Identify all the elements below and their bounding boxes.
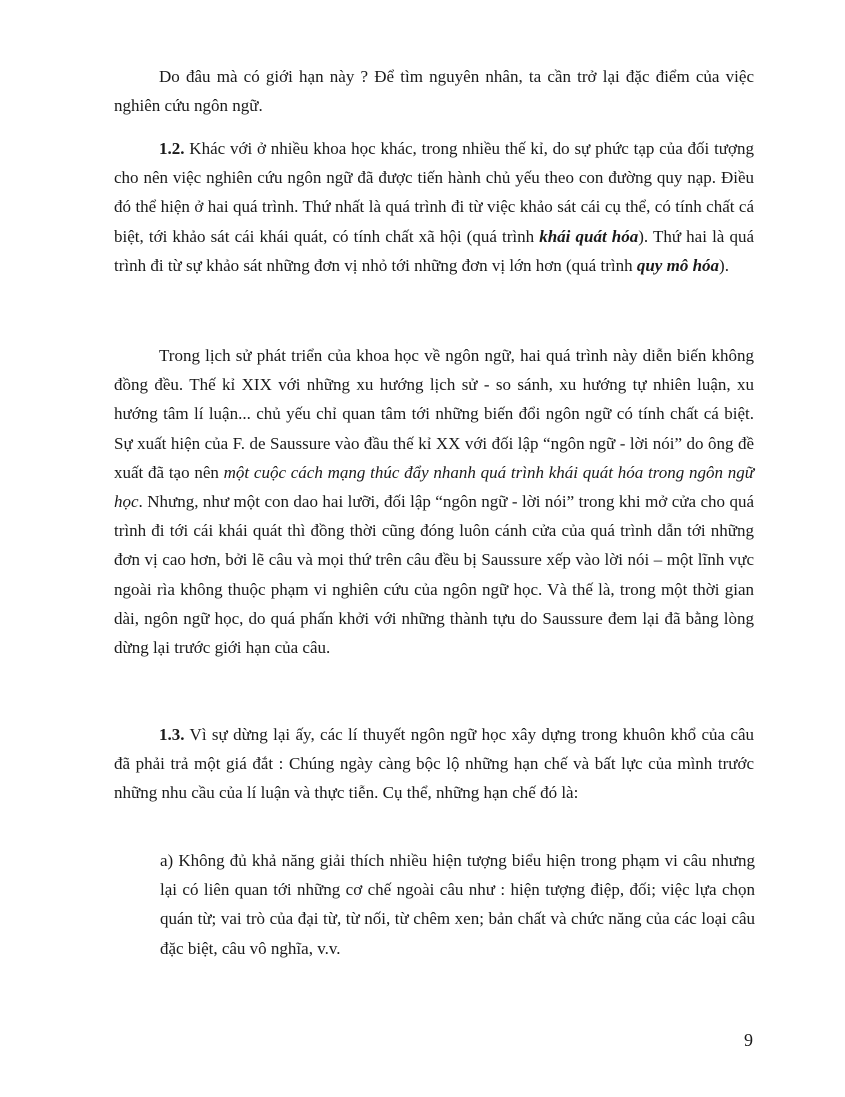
list-item-a (160, 846, 755, 963)
paragraph-history (114, 341, 754, 662)
paragraph-intro-text: Do đâu mà có giới hạn này ? Để tìm nguyên nhân, ta cần trở lại đặc điểm của việc nghiên cứu ngôn ngữ. (114, 67, 754, 116)
paragraph-text: Trong lịch sử phát triển của khoa học về ngôn ngữ, hai quá trình này diễn biến không đồng đều. Thế kỉ XIX với những xu hướng lịch sử - so sánh, xu hướng tự nhiên luận, xu hướng tâm lí luận... chủ yếu chỉ quan tâm tới những biến đổi ngôn ngữ có tính chất cá biệt. Sự xuất hiện của F. de Saussure vào đầu thế kỉ XX với đối lập “ngôn ngữ - lời nói” do ông đề xuất đã tạo nên (114, 346, 754, 482)
emphasis-term: khái quát hóa (539, 226, 639, 246)
list-item-text: a) Không đủ khả năng giải thích nhiều hiện tượng biểu hiện trong phạm vi câu nhưng lại có liên quan tới những cơ chế ngoài câu như : hiện tượng điệp, đối; việc lựa chọn quán từ; vai trò của đại từ, từ nối, từ chêm xen; bản chất và chức năng của các loại câu đặc biệt, câu vô nghĩa, v.v. (160, 851, 755, 958)
paragraph-intro (114, 62, 754, 120)
section-number: 1.3. (159, 725, 185, 744)
paragraph-text: ). Thứ hai là quá trình đi từ sự khảo sát những đơn vị nhỏ tới những đơn vị lớn hơn (quá trình (114, 226, 754, 275)
paragraph-text: . Nhưng, như một con dao hai lưỡi, đối lập “ngôn ngữ - lời nói” trong khi mở cửa cho quá trình đi tới cái khái quát thì đồng thời cũng đóng luôn cánh cửa của quá trình dẫn tới những đơn vị cao hơn, bởi lẽ câu và mọi thứ trên câu đều bị Saussure xếp vào lời nói – một lĩnh vực ngoài rìa không thuộc phạm vi nghiên cứu của ngôn ngữ học. Và thế là, trong một thời gian dài, ngôn ngữ học, do quá phấn khởi với những thành tựu do Saussure đem lại đã bằng lòng dừng lại trước giới hạn của câu. (114, 492, 754, 658)
paragraph-section-1-2 (114, 134, 754, 280)
paragraph-text: Vì sự dừng lại ấy, các lí thuyết ngôn ngữ học xây dựng trong khuôn khổ của câu đã phải trả một giá đắt : Chúng ngày càng bộc lộ những hạn chế và bất lực của mình trước những nhu cầu của lí luận và thực tiễn. Cụ thể, những hạn chế đó là: (114, 725, 754, 803)
emphasis-phrase: một cuộc cách mạng thúc đẩy nhanh quá trình khái quát hóa trong ngôn ngữ học (114, 462, 754, 512)
emphasis-term: quy mô hóa (636, 255, 720, 275)
paragraph-text: ). (719, 255, 729, 275)
paragraph-section-1-3 (114, 720, 754, 808)
paragraph-text: Khác với ở nhiều khoa học khác, trong nhiều thế kỉ, do sự phức tạp của đối tượng cho nên việc nghiên cứu ngôn ngữ đã được tiến hành chủ yếu theo con đường quy nạp. Điều đó thể hiện ở hai quá trình. Thứ nhất là quá trình đi từ việc khảo sát cái cụ thể, có tính chất cá biệt, tới khảo sát cái khái quát, có tính chất xã hội (quá trình (114, 139, 754, 246)
page-number: 9 (744, 1030, 753, 1050)
section-number: 1.2. (159, 139, 185, 158)
